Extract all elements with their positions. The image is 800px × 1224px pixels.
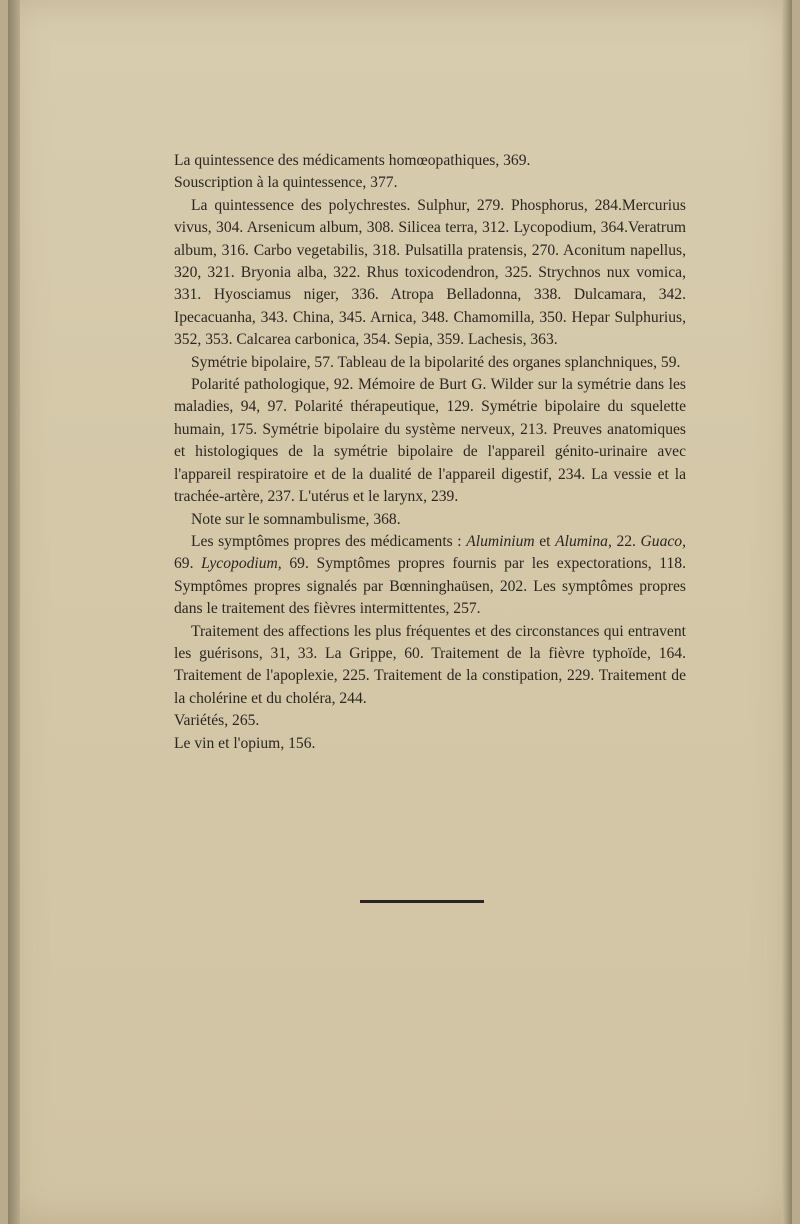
index-entry: La quintessence des médicaments homœopathiques, 369. <box>174 152 531 169</box>
index-entry: Polarité pathologique, 92. Mémoire de Burt G. Wilder sur la symétrie dans les maladies, 94, 97. Polarité thérapeutique, 129. Symétrie bipolaire du squelette humain, 175. Symétrie bipolaire du système nerveux, 213. Preuves anatomiques et histologiques de la symétrie bipolaire de l'appareil génito-urinaire avec l'appareil respiratoire et de la dualité de l'appareil digestif, 234. La vessie et la trachée-artère, 237. L'utérus et le larynx, 239. <box>174 376 686 506</box>
symptomes-after-guaco: 69. <box>174 555 202 573</box>
symptomes-after-alumina: , 22. <box>607 532 641 550</box>
symptomes-aluminium: Aluminium <box>466 532 535 550</box>
index-text-block <box>174 150 686 755</box>
page-left-edge <box>8 0 20 1224</box>
page-right-edge <box>782 0 792 1224</box>
index-entry: Traitement des affections les plus fréquentes et des circonstances qui entravent les guérisons, 31, 33. La Grippe, 60. Traitement de la fièvre typhoïde, 164. Traitement de l'apoplexie, 225. Traitement de la constipation, 229. Traitement de la cholérine et du choléra, 244. <box>174 622 686 707</box>
symptomes-alumina: Alumina <box>555 532 608 550</box>
index-entry: Le vin et l'opium, 156. <box>174 734 316 752</box>
page <box>8 0 792 1224</box>
index-entry: Variétés, 265. <box>174 712 260 730</box>
index-entry: La quintessence des polychrestes. Sulphur, 279. Phosphorus, 284.Mercurius vivus, 304. Arsenicum album, 308. Silicea terra, 312. Lycopodium, 364.Veratrum album, 316. Carbo vegetabilis, 318. Pulsatilla pratensis, 270. Aconitum napellus, 320, 321. Bryonia alba, 322. Rhus toxicodendron, 325. Strychnos nux vomica, 331. Hyosciamus niger, 336. Atropa Belladonna, 338. Dulcamara, 342. Ipecacuanha, 343. China, 345. Arnica, 348. Chamomilla, 350. Hepar Sulphurius, 352, 353. Calcarea carbonica, 354. Sepia, 359. Lachesis, 363. <box>174 196 686 349</box>
index-entry-symptomes <box>174 531 686 621</box>
index-entry: Symétrie bipolaire, 57. Tableau de la bipolarité des organes splanchniques, 59. <box>191 353 681 371</box>
symptomes-et: et <box>534 532 556 550</box>
end-rule <box>360 900 484 903</box>
index-entry: Souscription à la quintessence, 377. <box>174 174 398 192</box>
symptomes-lycopodium: Lycopodium, <box>201 555 282 573</box>
symptomes-intro: Les symptômes propres des médicaments : <box>191 532 467 550</box>
symptomes-rest: 69. Symptômes propres fournis par les expectorations, 118. Symptômes propres signalés par Bœnninghaüsen, 202. Les symptômes propres dans le traitement des fièvres intermittentes, 257. <box>174 555 686 618</box>
index-entry: Note sur le somnambulisme, 368. <box>191 510 401 528</box>
symptomes-guaco: Guaco, <box>640 532 686 550</box>
